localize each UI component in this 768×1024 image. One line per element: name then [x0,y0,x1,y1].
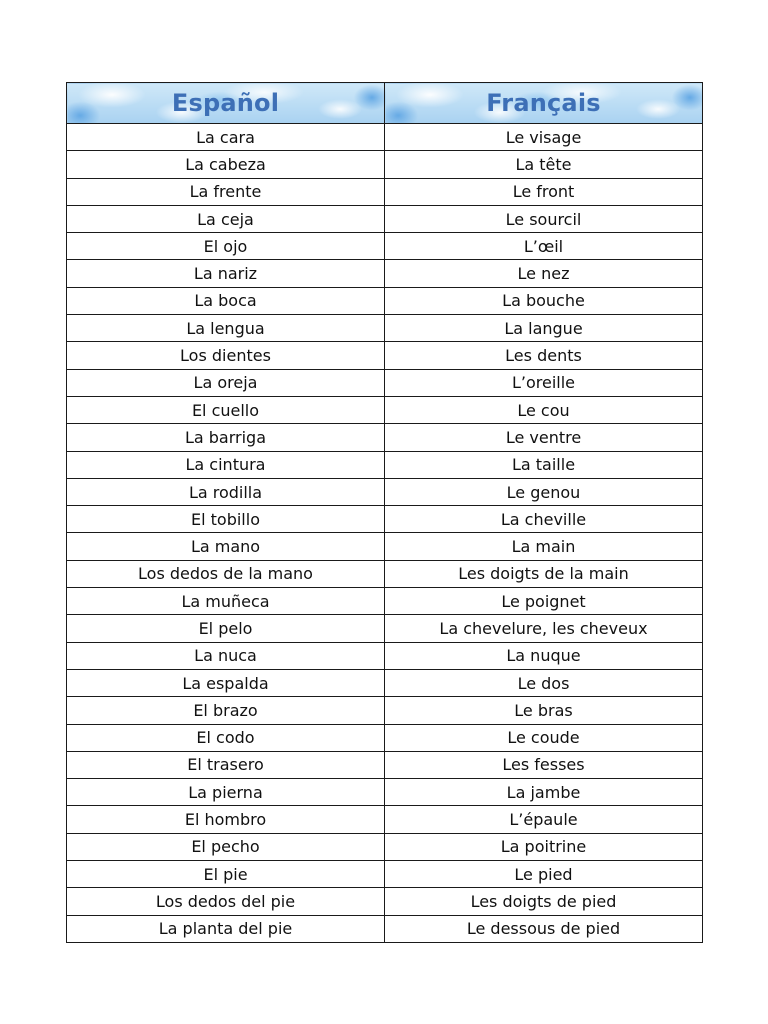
table-body [67,124,703,943]
table-row [67,588,703,615]
spanish-term: Los dientes [67,342,385,369]
french-term: La tête [385,151,703,178]
table-row [67,861,703,888]
table-row [67,697,703,724]
french-term: Le visage [385,124,703,151]
spanish-term: La oreja [67,369,385,396]
french-term: Le front [385,178,703,205]
header-french: Français [385,83,703,124]
table-row [67,560,703,587]
french-term: Le poignet [385,588,703,615]
spanish-term: La nariz [67,260,385,287]
header-spanish: Español [67,83,385,124]
table-row [67,287,703,314]
spanish-term: La cintura [67,451,385,478]
table-row [67,724,703,751]
table-row [67,151,703,178]
spanish-term: El pie [67,861,385,888]
french-term: Le pied [385,861,703,888]
french-term: Le ventre [385,424,703,451]
table-row [67,751,703,778]
spanish-term: El trasero [67,751,385,778]
french-term: Les fesses [385,751,703,778]
table-header [67,83,703,124]
table-row [67,424,703,451]
table-row [67,642,703,669]
spanish-term: El pelo [67,615,385,642]
table-row [67,806,703,833]
table-row [67,124,703,151]
table-row [67,506,703,533]
french-term: L’œil [385,233,703,260]
header-row [67,83,703,124]
table-row [67,315,703,342]
spanish-term: El codo [67,724,385,751]
spanish-term: La ceja [67,205,385,232]
french-term: La cheville [385,506,703,533]
vocabulary-table [66,82,703,943]
spanish-term: El brazo [67,697,385,724]
french-term: Le dessous de pied [385,915,703,942]
table-row [67,478,703,505]
spanish-term: La muñeca [67,588,385,615]
french-term: Les doigts de la main [385,560,703,587]
table-row [67,260,703,287]
french-term: La jambe [385,779,703,806]
french-term: La taille [385,451,703,478]
french-term: La chevelure, les cheveux [385,615,703,642]
french-term: Les doigts de pied [385,888,703,915]
french-term: La poitrine [385,833,703,860]
spanish-term: El pecho [67,833,385,860]
spanish-term: La rodilla [67,478,385,505]
table-row [67,915,703,942]
spanish-term: El cuello [67,396,385,423]
table-row [67,369,703,396]
table-row [67,233,703,260]
table-row [67,669,703,696]
table-row [67,342,703,369]
table-row [67,533,703,560]
table-row [67,178,703,205]
french-term: Le dos [385,669,703,696]
french-term: Le bras [385,697,703,724]
spanish-term: Los dedos del pie [67,888,385,915]
table-row [67,451,703,478]
french-term: La main [385,533,703,560]
spanish-term: La nuca [67,642,385,669]
table-row [67,833,703,860]
table-row [67,615,703,642]
table-row [67,205,703,232]
french-term: Le sourcil [385,205,703,232]
spanish-term: La boca [67,287,385,314]
spanish-term: La espalda [67,669,385,696]
spanish-term: La mano [67,533,385,560]
french-term: La bouche [385,287,703,314]
spanish-term: La planta del pie [67,915,385,942]
table-row [67,888,703,915]
french-term: La nuque [385,642,703,669]
spanish-term: La cara [67,124,385,151]
french-term: L’épaule [385,806,703,833]
spanish-term: La barriga [67,424,385,451]
french-term: Le coude [385,724,703,751]
table-row [67,396,703,423]
spanish-term: La pierna [67,779,385,806]
spanish-term: El tobillo [67,506,385,533]
spanish-term: El hombro [67,806,385,833]
table-row [67,779,703,806]
spanish-term: La frente [67,178,385,205]
french-term: L’oreille [385,369,703,396]
spanish-term: La cabeza [67,151,385,178]
spanish-term: El ojo [67,233,385,260]
french-term: La langue [385,315,703,342]
french-term: Le genou [385,478,703,505]
spanish-term: Los dedos de la mano [67,560,385,587]
french-term: Les dents [385,342,703,369]
french-term: Le nez [385,260,703,287]
spanish-term: La lengua [67,315,385,342]
french-term: Le cou [385,396,703,423]
